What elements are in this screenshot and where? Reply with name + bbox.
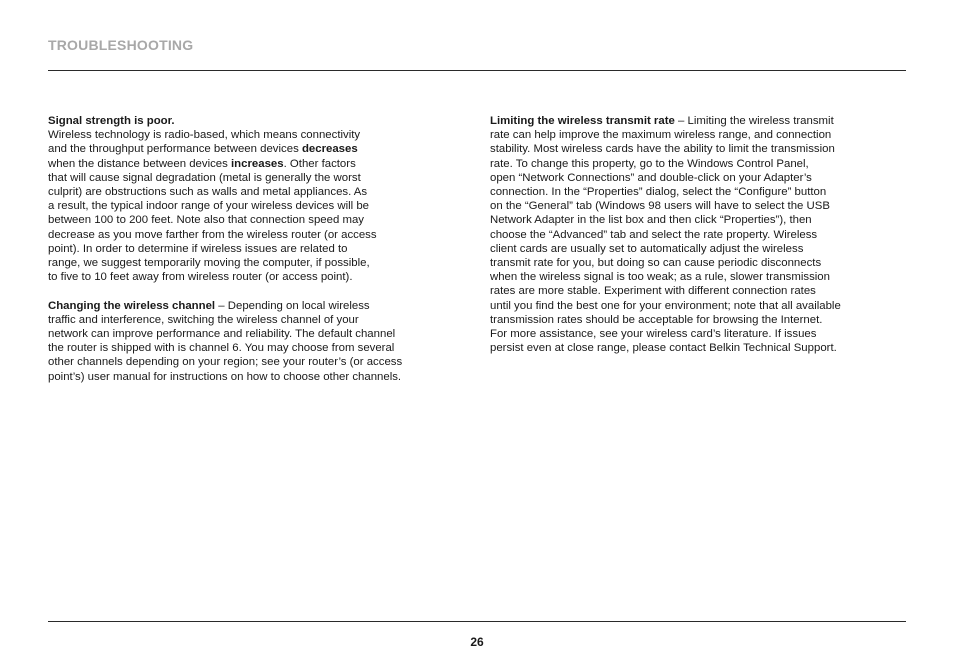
text-line: stability. Most wireless cards have the ability to limit the transmission (490, 143, 835, 156)
text-line: rate. To change this property, go to the Windows Control Panel, (490, 157, 809, 170)
text-line: decrease as you move farther from the wireless router (or access (48, 228, 377, 241)
text-line: open “Network Connections” and double-click on your Adapter’s (490, 171, 812, 184)
text-line: For more assistance, see your wireless card’s literature. If issues (490, 328, 817, 341)
text-line: client cards are usually set to automatically adjust the wireless (490, 242, 804, 255)
text-line: rate can help improve the maximum wireless range, and connection (490, 129, 832, 142)
page-number: 26 (470, 635, 484, 649)
signal-strength-paragraph (48, 128, 466, 284)
transmit-rate-heading: Limiting the wireless transmit rate (490, 115, 675, 127)
text-line: when the wireless signal is too weak; as a rule, slower transmission (490, 271, 830, 284)
left-column (48, 114, 466, 384)
text-line: that will cause signal degradation (metal is generally the worst (48, 171, 361, 184)
text-line: rates are more stable. Experiment with different connection rates (490, 285, 816, 298)
wireless-channel-heading: Changing the wireless channel (48, 299, 216, 312)
text-line: point’s) user manual for instructions on how to choose other channels. (48, 370, 402, 383)
text-line: until you find the best one for your environment; note that all available (490, 299, 841, 312)
emphasis-decreases: decreases (301, 143, 358, 156)
text-line: Limiting the wireless transmit rate – Limiting the wireless transmit (490, 115, 834, 127)
text-line: Changing the wireless channel – Depending on local wireless (48, 299, 370, 312)
text-line: transmit rate for you, but doing so can cause periodic disconnects (490, 257, 822, 270)
text-line: range, we suggest temporarily moving the computer, if possible, (48, 257, 370, 270)
emphasis-increases: increases (231, 157, 284, 170)
signal-strength-heading: Signal strength is poor. (48, 115, 175, 127)
text-line: on the “General” tab (Windows 98 users will have to select the USB (490, 200, 830, 213)
text-line: Wireless technology is radio-based, which means connectivity (48, 129, 361, 142)
wireless-channel-paragraph (48, 299, 466, 384)
text-line: when the distance between devices increases. Other factors (48, 157, 356, 170)
text-line: the router is shipped with is channel 6. You may choose from several (48, 342, 395, 355)
text-line: a result, the typical indoor range of your wireless devices will be (48, 200, 369, 213)
section-title: TROUBLESHOOTING (48, 37, 194, 53)
text-line: to five to 10 feet away from wireless router (or access point). (48, 271, 353, 284)
text-line: connection. In the “Properties” dialog, select the “Configure” button (490, 186, 827, 199)
text-line: and the throughput performance between devices decreases (48, 143, 358, 156)
text-line: choose the “Advanced” tab and select the rate property. Wireless (490, 228, 818, 241)
bottom-divider (48, 621, 906, 622)
text-line: point). In order to determine if wireless issues are related to (48, 242, 348, 255)
transmit-rate-paragraph (490, 114, 906, 355)
text-line: network can improve performance and reliability. The default channel (48, 328, 396, 341)
text-line: transmission rates should be acceptable for browsing the Internet. (490, 313, 823, 326)
text-line: other channels depending on your region; see your router’s (or access (48, 356, 403, 369)
text-line: traffic and interference, switching the wireless channel of your (48, 313, 359, 326)
text-line: culprit) are obstructions such as walls and metal appliances. As (48, 186, 368, 199)
text-line: persist even at close range, please contact Belkin Technical Support. (490, 342, 837, 355)
right-column (490, 114, 906, 355)
text-line: Network Adapter in the list box and then click “Properties”), then (490, 214, 812, 227)
top-divider (48, 70, 906, 71)
text-line: between 100 to 200 feet. Note also that connection speed may (48, 214, 364, 227)
